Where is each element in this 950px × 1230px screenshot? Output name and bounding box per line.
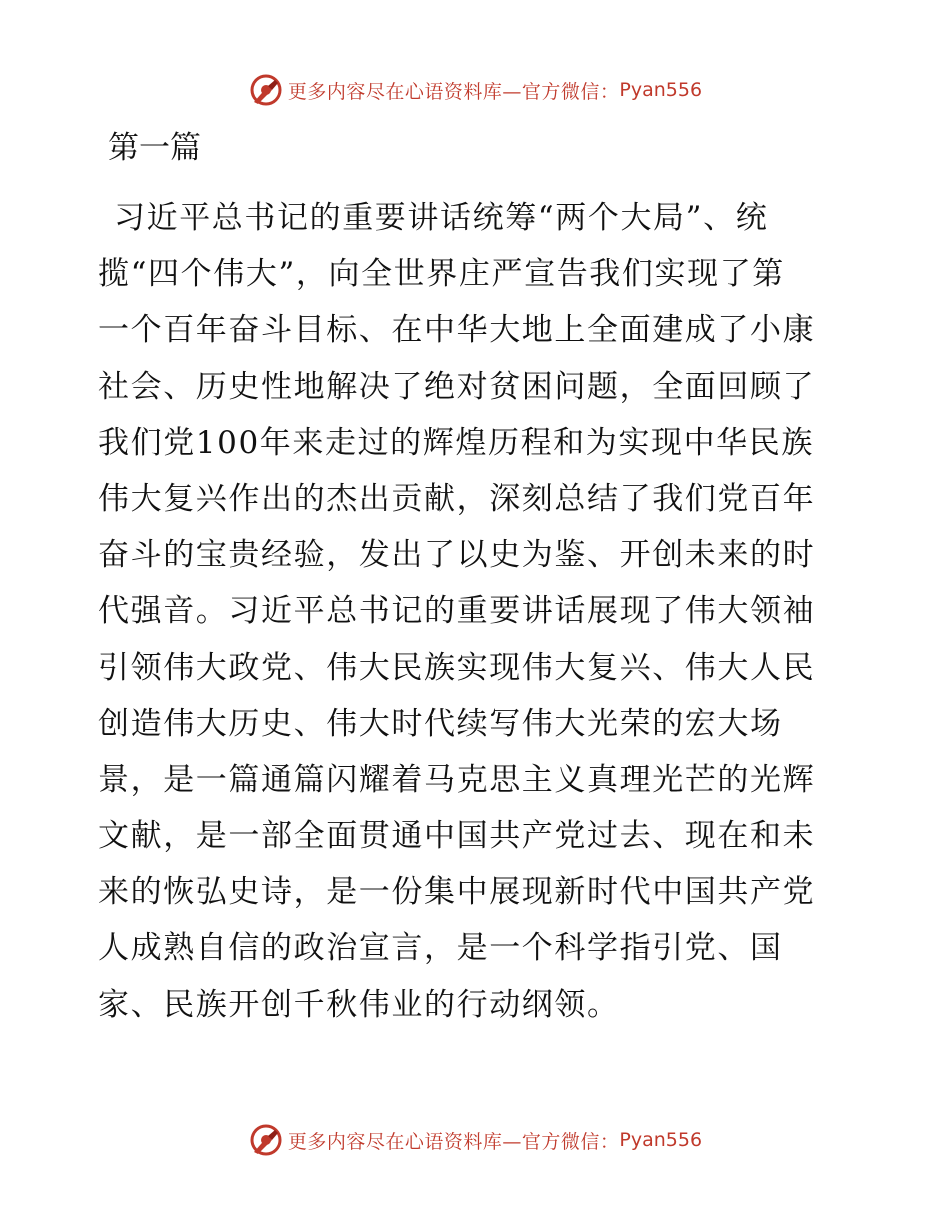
watermark-wechat-id: Pyan556 bbox=[619, 1129, 703, 1151]
paragraph-line: 创造伟大历史、伟大时代续写伟大光荣的宏大场 bbox=[98, 705, 783, 742]
paragraph-line: 人成熟自信的政治宣言，是一个科学指引党、国 bbox=[98, 930, 783, 967]
paragraph-line: 来的恢弘史诗，是一份集中展现新时代中国共产党 bbox=[98, 874, 816, 911]
paragraph-line: 代强音。习近平总书记的重要讲话展现了伟大领袖 bbox=[98, 593, 816, 630]
paragraph-line: 揽“四个伟大”，向全世界庄严宣告我们实现了第 bbox=[98, 256, 785, 293]
pen-logo-icon bbox=[248, 72, 284, 108]
paragraph-line: 习近平总书记的重要讲话统筹“两个大局”、统 bbox=[114, 200, 769, 236]
section-heading: 第一篇 bbox=[108, 130, 201, 166]
paragraph-line: 引领伟大政党、伟大民族实现伟大复兴、伟大人民 bbox=[98, 649, 816, 686]
paragraph-line: 一个百年奋斗目标、在中华大地上全面建成了小康 bbox=[98, 312, 816, 349]
header-watermark bbox=[0, 70, 950, 110]
watermark-text: 更多内容尽在心语资料库—官方微信： bbox=[287, 80, 620, 103]
pen-logo-icon bbox=[248, 1122, 284, 1158]
paragraph-line: 我们党100年来走过的辉煌历程和为实现中华民族 bbox=[98, 424, 814, 461]
watermark-wechat-id: Pyan556 bbox=[619, 79, 703, 101]
paragraph-line: 景，是一篇通篇闪耀着马克思主义真理光芒的光辉 bbox=[98, 761, 816, 798]
footer-watermark bbox=[0, 1120, 950, 1160]
paragraph-line: 伟大复兴作出的杰出贡献，深刻总结了我们党百年 bbox=[98, 480, 816, 517]
paragraph-line: 文献，是一部全面贯通中国共产党过去、现在和未 bbox=[98, 818, 816, 855]
watermark-text: 更多内容尽在心语资料库—官方微信： bbox=[287, 1130, 620, 1153]
body-paragraph bbox=[98, 190, 850, 1033]
paragraph-line: 奋斗的宝贵经验，发出了以史为鉴、开创未来的时 bbox=[98, 537, 816, 574]
paragraph-line: 家、民族开创千秋伟业的行动纲领。 bbox=[98, 986, 620, 1023]
paragraph-line: 社会、历史性地解决了绝对贫困问题，全面回顾了 bbox=[98, 368, 816, 405]
